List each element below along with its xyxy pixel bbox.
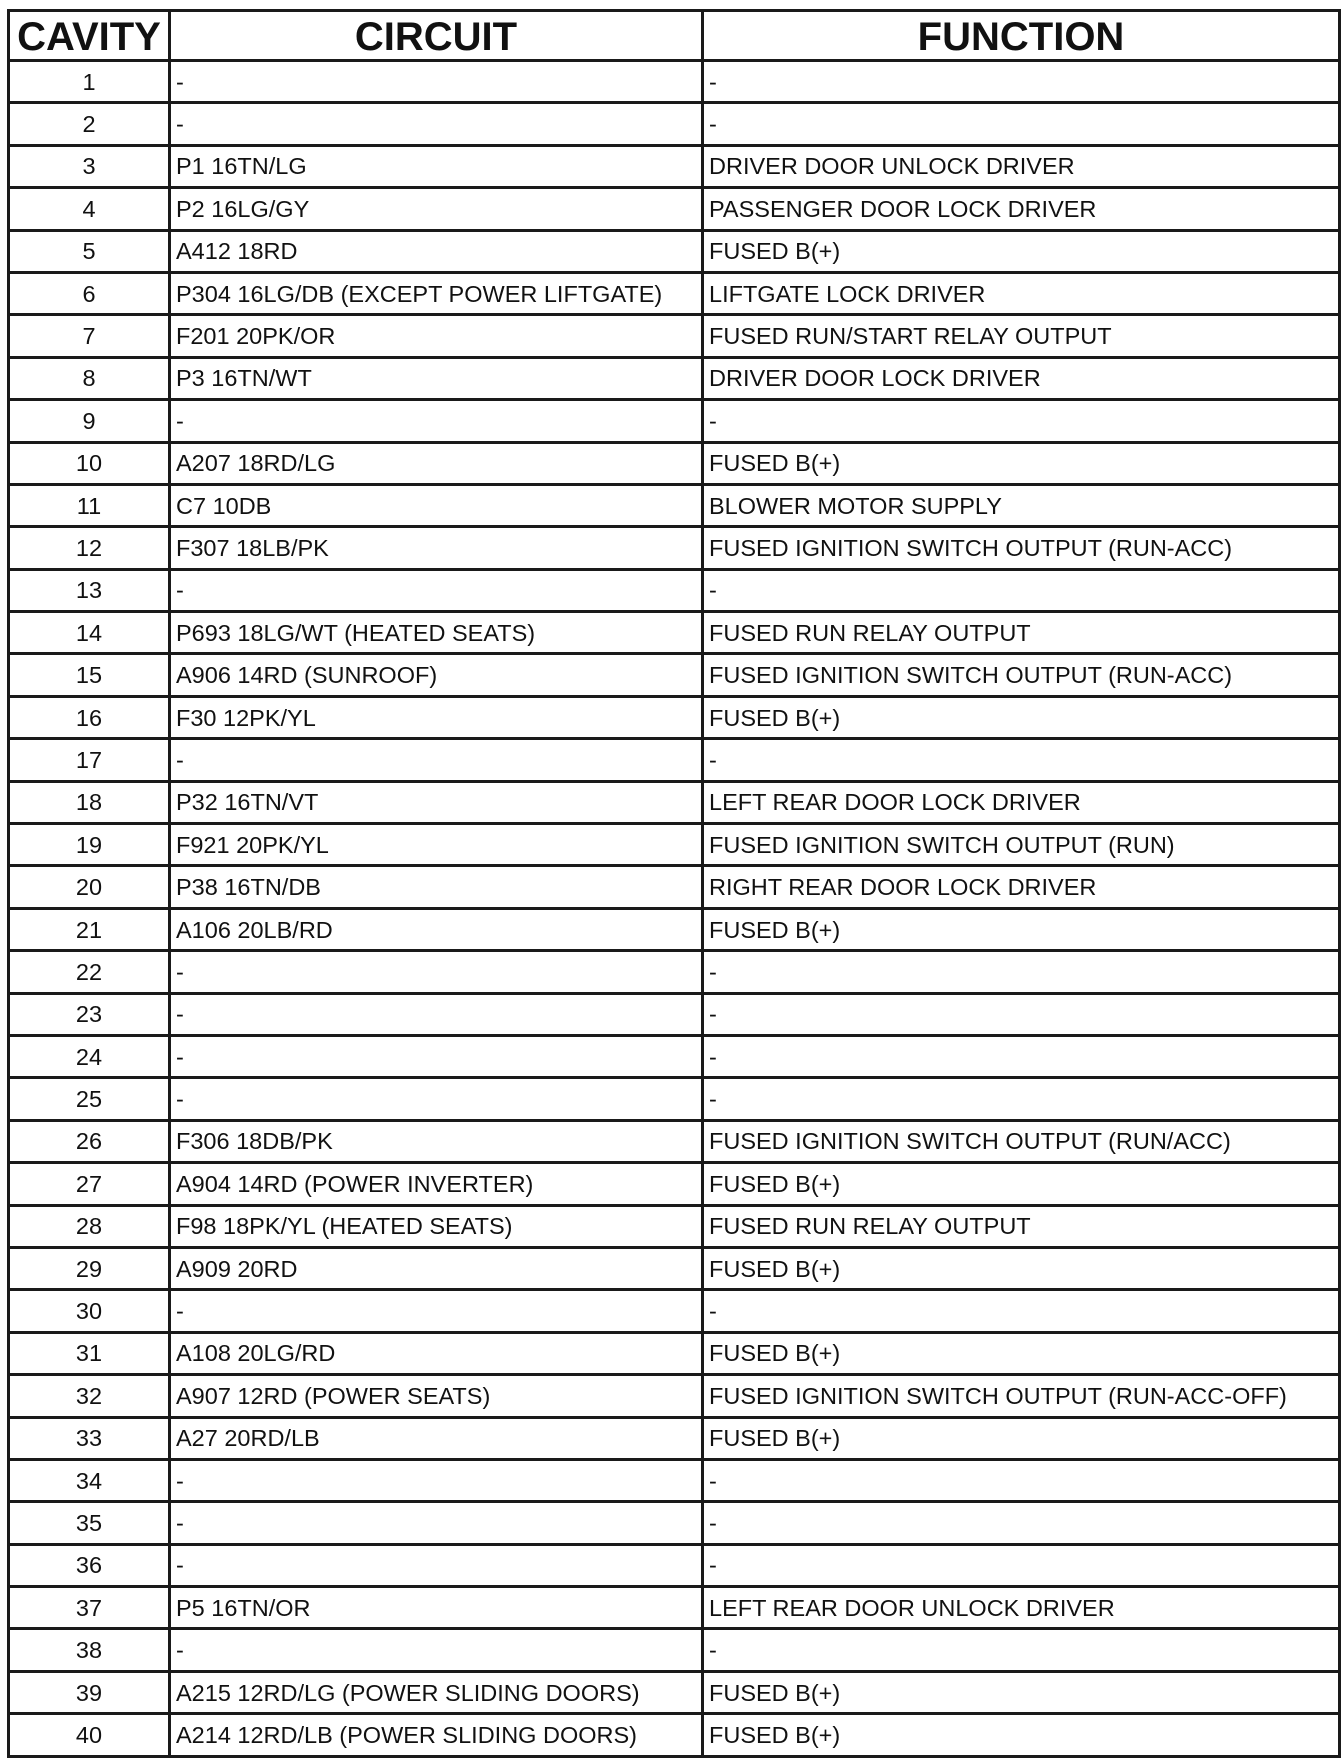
table-row: [9, 739, 1340, 781]
cavity-cell: 9: [9, 400, 170, 442]
function-cell: FUSED B(+): [703, 908, 1340, 950]
cavity-cell: 5: [9, 230, 170, 272]
function-cell: -: [703, 1078, 1340, 1120]
table-row: [9, 654, 1340, 696]
cavity-cell: 10: [9, 442, 170, 484]
table-row: [9, 484, 1340, 526]
function-cell: -: [703, 400, 1340, 442]
cavity-cell: 38: [9, 1629, 170, 1671]
table-row: [9, 1417, 1340, 1459]
cavity-cell: 19: [9, 824, 170, 866]
table-row: [9, 527, 1340, 569]
table-row: [9, 61, 1340, 103]
table-row: [9, 230, 1340, 272]
circuit-cell: -: [170, 569, 703, 611]
circuit-cell: A215 12RD/LG (POWER SLIDING DOORS): [170, 1671, 703, 1713]
cavity-cell: 17: [9, 739, 170, 781]
circuit-cell: -: [170, 993, 703, 1035]
function-cell: FUSED B(+): [703, 1332, 1340, 1374]
cavity-cell: 35: [9, 1502, 170, 1544]
cavity-cell: 6: [9, 272, 170, 314]
cavity-cell: 26: [9, 1120, 170, 1162]
table-row: [9, 188, 1340, 230]
circuit-cell: -: [170, 1502, 703, 1544]
circuit-cell: F306 18DB/PK: [170, 1120, 703, 1162]
circuit-cell: A904 14RD (POWER INVERTER): [170, 1163, 703, 1205]
circuit-cell: -: [170, 1078, 703, 1120]
circuit-cell: P693 18LG/WT (HEATED SEATS): [170, 612, 703, 654]
function-cell: LEFT REAR DOOR UNLOCK DRIVER: [703, 1587, 1340, 1629]
function-cell: PASSENGER DOOR LOCK DRIVER: [703, 188, 1340, 230]
function-cell: DRIVER DOOR LOCK DRIVER: [703, 357, 1340, 399]
circuit-cell: -: [170, 103, 703, 145]
table-row: [9, 951, 1340, 993]
table-row: [9, 103, 1340, 145]
circuit-cell: P5 16TN/OR: [170, 1587, 703, 1629]
circuit-cell: A412 18RD: [170, 230, 703, 272]
cavity-cell: 8: [9, 357, 170, 399]
cavity-cell: 28: [9, 1205, 170, 1247]
function-cell: FUSED IGNITION SWITCH OUTPUT (RUN/ACC): [703, 1120, 1340, 1162]
table-row: [9, 272, 1340, 314]
function-cell: -: [703, 569, 1340, 611]
function-cell: FUSED RUN/START RELAY OUTPUT: [703, 315, 1340, 357]
table-row: [9, 1375, 1340, 1417]
cavity-cell: 15: [9, 654, 170, 696]
circuit-cell: C7 10DB: [170, 484, 703, 526]
table-row: [9, 781, 1340, 823]
cavity-cell: 39: [9, 1671, 170, 1713]
circuit-cell: P304 16LG/DB (EXCEPT POWER LIFTGATE): [170, 272, 703, 314]
circuit-cell: -: [170, 1544, 703, 1586]
function-cell: -: [703, 103, 1340, 145]
table-row: [9, 315, 1340, 357]
circuit-cell: P3 16TN/WT: [170, 357, 703, 399]
function-cell: FUSED B(+): [703, 1714, 1340, 1756]
circuit-cell: A906 14RD (SUNROOF): [170, 654, 703, 696]
table-row: [9, 824, 1340, 866]
circuit-cell: F98 18PK/YL (HEATED SEATS): [170, 1205, 703, 1247]
function-cell: -: [703, 739, 1340, 781]
function-cell: BLOWER MOTOR SUPPLY: [703, 484, 1340, 526]
table-row: [9, 1629, 1340, 1671]
circuit-cell: P2 16LG/GY: [170, 188, 703, 230]
cavity-cell: 36: [9, 1544, 170, 1586]
cavity-cell: 37: [9, 1587, 170, 1629]
cavity-cell: 30: [9, 1290, 170, 1332]
cavity-cell: 27: [9, 1163, 170, 1205]
table-row: [9, 1035, 1340, 1077]
function-cell: -: [703, 1290, 1340, 1332]
table-body: [9, 61, 1340, 1757]
function-cell: RIGHT REAR DOOR LOCK DRIVER: [703, 866, 1340, 908]
circuit-cell: F307 18LB/PK: [170, 527, 703, 569]
function-cell: LEFT REAR DOOR LOCK DRIVER: [703, 781, 1340, 823]
function-cell: FUSED IGNITION SWITCH OUTPUT (RUN-ACC): [703, 654, 1340, 696]
cavity-cell: 40: [9, 1714, 170, 1756]
cavity-cell: 22: [9, 951, 170, 993]
table-header: [9, 11, 1340, 61]
function-cell: -: [703, 1502, 1340, 1544]
table-row: [9, 612, 1340, 654]
circuit-cell: F201 20PK/OR: [170, 315, 703, 357]
circuit-cell: -: [170, 739, 703, 781]
cavity-cell: 11: [9, 484, 170, 526]
cavity-cell: 18: [9, 781, 170, 823]
table-row: [9, 1120, 1340, 1162]
cavity-cell: 12: [9, 527, 170, 569]
function-cell: FUSED B(+): [703, 1671, 1340, 1713]
header-circuit: CIRCUIT: [170, 11, 703, 61]
cavity-cell: 20: [9, 866, 170, 908]
circuit-cell: -: [170, 61, 703, 103]
cavity-cell: 25: [9, 1078, 170, 1120]
cavity-cell: 32: [9, 1375, 170, 1417]
table-row: [9, 569, 1340, 611]
cavity-cell: 1: [9, 61, 170, 103]
cavity-cell: 14: [9, 612, 170, 654]
function-cell: FUSED B(+): [703, 1247, 1340, 1289]
table-row: [9, 1163, 1340, 1205]
circuit-cell: P32 16TN/VT: [170, 781, 703, 823]
cavity-cell: 2: [9, 103, 170, 145]
cavity-cell: 7: [9, 315, 170, 357]
function-cell: -: [703, 1629, 1340, 1671]
circuit-cell: F30 12PK/YL: [170, 696, 703, 738]
function-cell: -: [703, 993, 1340, 1035]
header-cavity: CAVITY: [9, 11, 170, 61]
function-cell: DRIVER DOOR UNLOCK DRIVER: [703, 145, 1340, 187]
function-cell: -: [703, 1544, 1340, 1586]
cavity-cell: 4: [9, 188, 170, 230]
table-row: [9, 1714, 1340, 1756]
function-cell: FUSED RUN RELAY OUTPUT: [703, 1205, 1340, 1247]
circuit-cell: A27 20RD/LB: [170, 1417, 703, 1459]
circuit-cell: -: [170, 1629, 703, 1671]
cavity-cell: 29: [9, 1247, 170, 1289]
function-cell: FUSED B(+): [703, 1163, 1340, 1205]
function-cell: FUSED B(+): [703, 230, 1340, 272]
cavity-cell: 13: [9, 569, 170, 611]
header-function: FUNCTION: [703, 11, 1340, 61]
circuit-cell: -: [170, 400, 703, 442]
circuit-cell: F921 20PK/YL: [170, 824, 703, 866]
cavity-cell: 3: [9, 145, 170, 187]
function-cell: -: [703, 1035, 1340, 1077]
circuit-cell: P1 16TN/LG: [170, 145, 703, 187]
cavity-cell: 24: [9, 1035, 170, 1077]
circuit-cell: A207 18RD/LG: [170, 442, 703, 484]
table-row: [9, 442, 1340, 484]
cavity-cell: 31: [9, 1332, 170, 1374]
cavity-cell: 21: [9, 908, 170, 950]
table-row: [9, 1078, 1340, 1120]
table-row: [9, 866, 1340, 908]
table-row: [9, 1544, 1340, 1586]
function-cell: FUSED B(+): [703, 1417, 1340, 1459]
function-cell: FUSED B(+): [703, 442, 1340, 484]
header-row: [9, 11, 1340, 61]
function-cell: FUSED IGNITION SWITCH OUTPUT (RUN): [703, 824, 1340, 866]
table-row: [9, 1205, 1340, 1247]
cavity-cell: 23: [9, 993, 170, 1035]
function-cell: FUSED IGNITION SWITCH OUTPUT (RUN-ACC-OFF): [703, 1375, 1340, 1417]
table-row: [9, 696, 1340, 738]
circuit-cell: P38 16TN/DB: [170, 866, 703, 908]
connector-pinout-sheet: [7, 9, 1338, 1755]
table-row: [9, 1459, 1340, 1501]
table-row: [9, 145, 1340, 187]
cavity-cell: 33: [9, 1417, 170, 1459]
function-cell: FUSED RUN RELAY OUTPUT: [703, 612, 1340, 654]
cavity-cell: 34: [9, 1459, 170, 1501]
circuit-cell: -: [170, 1459, 703, 1501]
circuit-cell: -: [170, 1035, 703, 1077]
table-row: [9, 357, 1340, 399]
function-cell: FUSED B(+): [703, 696, 1340, 738]
table-row: [9, 1332, 1340, 1374]
circuit-cell: -: [170, 951, 703, 993]
table-row: [9, 400, 1340, 442]
cavity-cell: 16: [9, 696, 170, 738]
circuit-cell: A108 20LG/RD: [170, 1332, 703, 1374]
function-cell: LIFTGATE LOCK DRIVER: [703, 272, 1340, 314]
table-row: [9, 993, 1340, 1035]
table-row: [9, 1290, 1340, 1332]
circuit-cell: A106 20LB/RD: [170, 908, 703, 950]
circuit-cell: -: [170, 1290, 703, 1332]
table-row: [9, 1502, 1340, 1544]
table-row: [9, 1671, 1340, 1713]
circuit-cell: A909 20RD: [170, 1247, 703, 1289]
connector-pinout-table: [7, 9, 1341, 1758]
function-cell: -: [703, 61, 1340, 103]
table-row: [9, 1247, 1340, 1289]
function-cell: FUSED IGNITION SWITCH OUTPUT (RUN-ACC): [703, 527, 1340, 569]
function-cell: -: [703, 951, 1340, 993]
table-row: [9, 908, 1340, 950]
circuit-cell: A907 12RD (POWER SEATS): [170, 1375, 703, 1417]
circuit-cell: A214 12RD/LB (POWER SLIDING DOORS): [170, 1714, 703, 1756]
table-row: [9, 1587, 1340, 1629]
function-cell: -: [703, 1459, 1340, 1501]
